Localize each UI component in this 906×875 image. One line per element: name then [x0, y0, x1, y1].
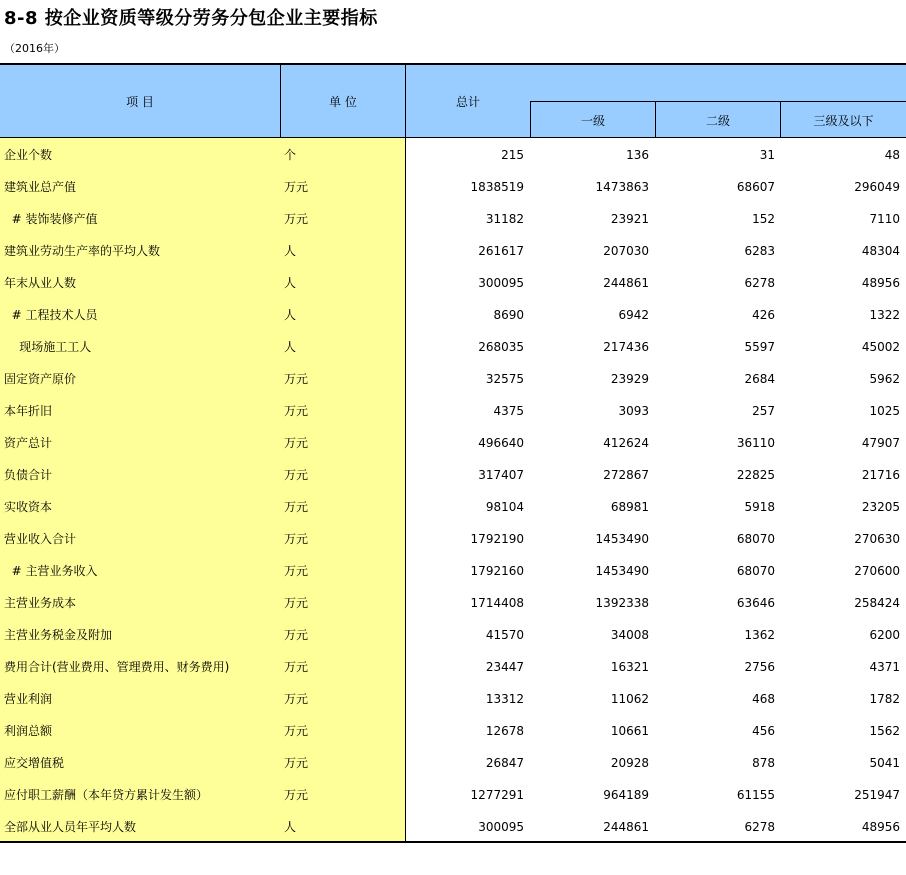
- row-unit: 万元: [284, 596, 309, 610]
- header-divider: [405, 65, 406, 138]
- row-item-label: 实收资本: [4, 500, 53, 514]
- row-item-label: 应交增值税: [4, 756, 65, 770]
- row-grade3-value: 270600: [854, 564, 900, 578]
- table-row: [0, 235, 906, 267]
- row-unit: 万元: [284, 212, 309, 226]
- row-grade1-value: 20928: [610, 756, 649, 770]
- row-grade1-value: 1392338: [595, 596, 649, 610]
- row-item-label: 营业收入合计: [4, 532, 77, 546]
- row-grade3-value: 1322: [869, 308, 900, 322]
- row-item-label: 建筑业总产值: [4, 180, 77, 194]
- header-divider: [280, 65, 281, 138]
- row-item-label: 建筑业劳动生产率的平均人数: [4, 244, 161, 258]
- row-total-value: 215: [501, 148, 524, 162]
- bottom-rule: [0, 841, 906, 843]
- row-grade1-value: 34008: [610, 628, 649, 642]
- row-item-label: 应付职工薪酬（本年贷方累计发生额）: [4, 788, 209, 802]
- row-grade3-value: 1782: [869, 692, 900, 706]
- row-item-label: 营业利润: [4, 692, 53, 706]
- row-item-label: 本年折旧: [4, 404, 53, 418]
- row-grade1-value: 1473863: [595, 180, 649, 194]
- row-unit: 人: [284, 244, 297, 258]
- row-grade3-value: 48956: [861, 820, 900, 834]
- table-row: [0, 427, 906, 459]
- row-grade2-value: 68607: [736, 180, 775, 194]
- row-grade1-value: 964189: [603, 788, 649, 802]
- row-grade1-value: 244861: [603, 276, 649, 290]
- row-grade3-value: 5962: [869, 372, 900, 386]
- row-grade3-value: 48956: [861, 276, 900, 290]
- row-total-value: 261617: [478, 244, 524, 258]
- header-subdivider: [530, 101, 906, 102]
- header-grade2: 二级: [705, 113, 730, 128]
- row-unit: 万元: [284, 788, 309, 802]
- header-total: 总计: [455, 95, 480, 109]
- row-unit: 万元: [284, 468, 309, 482]
- row-unit: 万元: [284, 404, 309, 418]
- row-grade2-value: 31: [759, 148, 775, 162]
- table-row: [0, 811, 906, 843]
- row-grade2-value: 2684: [744, 372, 775, 386]
- row-grade2-value: 36110: [736, 436, 775, 450]
- header-unit: 单 位: [329, 95, 357, 109]
- row-grade2-value: 61155: [736, 788, 775, 802]
- row-grade1-value: 207030: [603, 244, 649, 258]
- row-grade2-value: 152: [752, 212, 775, 226]
- row-grade1-value: 68981: [610, 500, 649, 514]
- row-grade2-value: 6278: [744, 276, 775, 290]
- row-grade1-value: 6942: [618, 308, 649, 322]
- table-row: [0, 555, 906, 587]
- table-row: [0, 683, 906, 715]
- row-total-value: 41570: [485, 628, 524, 642]
- row-unit: 万元: [284, 436, 309, 450]
- table-row: [0, 299, 906, 331]
- row-grade2-value: 5918: [744, 500, 775, 514]
- row-item-label: # 主营业务收入: [4, 564, 98, 578]
- header-divider: [530, 101, 531, 138]
- row-grade3-value: 258424: [854, 596, 900, 610]
- row-unit: 人: [284, 820, 297, 834]
- row-unit: 万元: [284, 564, 309, 578]
- row-grade2-value: 2756: [744, 660, 775, 674]
- row-total-value: 23447: [485, 660, 524, 674]
- row-grade3-value: 7110: [869, 212, 900, 226]
- row-grade1-value: 1453490: [595, 532, 649, 546]
- row-grade1-value: 10661: [610, 724, 649, 738]
- row-grade1-value: 23929: [610, 372, 649, 386]
- row-item-label: # 装饰装修产值: [4, 212, 98, 226]
- row-grade2-value: 68070: [736, 532, 775, 546]
- table-row: [0, 491, 906, 523]
- table-row: [0, 203, 906, 235]
- row-total-value: 1277291: [470, 788, 524, 802]
- row-item-label: 现场施工工人: [4, 340, 92, 354]
- table-row: [0, 523, 906, 555]
- row-unit: 万元: [284, 724, 309, 738]
- row-total-value: 1714408: [470, 596, 524, 610]
- row-grade3-value: 251947: [854, 788, 900, 802]
- row-grade3-value: 1025: [869, 404, 900, 418]
- table-row: [0, 747, 906, 779]
- row-item-label: 资产总计: [4, 436, 53, 450]
- row-total-value: 1838519: [470, 180, 524, 194]
- row-unit: 万元: [284, 660, 309, 674]
- row-item-label: 负债合计: [4, 468, 53, 482]
- row-grade3-value: 48: [884, 148, 900, 162]
- row-total-value: 496640: [478, 436, 524, 450]
- row-total-value: 12678: [485, 724, 524, 738]
- table-row: [0, 619, 906, 651]
- table-row: [0, 587, 906, 619]
- row-grade1-value: 244861: [603, 820, 649, 834]
- row-grade3-value: 23205: [861, 500, 900, 514]
- row-grade3-value: 296049: [854, 180, 900, 194]
- table-subtitle-year: （2016年）: [4, 42, 65, 55]
- row-grade3-value: 270630: [854, 532, 900, 546]
- row-grade1-value: 217436: [603, 340, 649, 354]
- row-item-label: 企业个数: [4, 148, 53, 162]
- row-unit: 人: [284, 340, 297, 354]
- header-divider: [655, 101, 656, 138]
- row-item-label: 主营业务税金及附加: [4, 628, 113, 642]
- row-total-value: 317407: [478, 468, 524, 482]
- table-row: [0, 715, 906, 747]
- row-unit: 个: [284, 148, 297, 162]
- row-grade2-value: 22825: [736, 468, 775, 482]
- table-row: [0, 779, 906, 811]
- row-total-value: 8690: [493, 308, 524, 322]
- row-unit: 万元: [284, 628, 309, 642]
- row-grade2-value: 63646: [736, 596, 775, 610]
- row-grade3-value: 6200: [869, 628, 900, 642]
- row-item-label: 主营业务成本: [4, 596, 77, 610]
- row-grade1-value: 1453490: [595, 564, 649, 578]
- row-unit: 万元: [284, 372, 309, 386]
- table-row: [0, 171, 906, 203]
- row-grade2-value: 6283: [744, 244, 775, 258]
- row-total-value: 1792190: [470, 532, 524, 546]
- row-item-label: # 工程技术人员: [4, 308, 98, 322]
- row-grade3-value: 21716: [861, 468, 900, 482]
- table-row: [0, 459, 906, 491]
- row-unit: 万元: [284, 500, 309, 514]
- header-grade3: 三级及以下: [813, 113, 874, 128]
- row-unit: 万元: [284, 532, 309, 546]
- row-total-value: 268035: [478, 340, 524, 354]
- row-grade3-value: 47907: [861, 436, 900, 450]
- header-divider: [780, 101, 781, 138]
- row-grade3-value: 48304: [861, 244, 900, 258]
- table-row: [0, 267, 906, 299]
- row-total-value: 31182: [485, 212, 524, 226]
- row-grade2-value: 1362: [744, 628, 775, 642]
- row-grade1-value: 272867: [603, 468, 649, 482]
- row-total-value: 13312: [485, 692, 524, 706]
- row-total-value: 32575: [485, 372, 524, 386]
- row-item-label: 费用合计(营业费用、管理费用、财务费用): [4, 660, 230, 674]
- table-row: [0, 395, 906, 427]
- table-row: [0, 363, 906, 395]
- row-item-label: 年末从业人数: [4, 276, 77, 290]
- row-grade2-value: 456: [752, 724, 775, 738]
- table-row: [0, 651, 906, 683]
- row-grade2-value: 257: [752, 404, 775, 418]
- row-total-value: 4375: [493, 404, 524, 418]
- row-grade2-value: 878: [752, 756, 775, 770]
- header-item: 项 目: [126, 95, 154, 109]
- row-grade1-value: 16321: [610, 660, 649, 674]
- row-total-value: 98104: [485, 500, 524, 514]
- row-grade3-value: 5041: [869, 756, 900, 770]
- row-item-label: 利润总额: [4, 724, 53, 738]
- row-total-value: 1792160: [470, 564, 524, 578]
- table-title: 8-8 按企业资质等级分劳务分包企业主要指标: [4, 8, 378, 29]
- row-grade3-value: 45002: [861, 340, 900, 354]
- row-item-label: 固定资产原价: [4, 372, 77, 386]
- row-grade2-value: 5597: [744, 340, 775, 354]
- row-grade2-value: 68070: [736, 564, 775, 578]
- table-header: [0, 65, 906, 138]
- row-grade1-value: 3093: [618, 404, 649, 418]
- row-unit: 万元: [284, 180, 309, 194]
- row-grade2-value: 426: [752, 308, 775, 322]
- row-total-value: 300095: [478, 820, 524, 834]
- row-grade2-value: 6278: [744, 820, 775, 834]
- row-unit: 人: [284, 308, 297, 322]
- row-unit: 人: [284, 276, 297, 290]
- row-grade1-value: 23921: [610, 212, 649, 226]
- row-total-value: 26847: [485, 756, 524, 770]
- header-grade1: 一级: [580, 113, 605, 128]
- table-row: [0, 331, 906, 363]
- table-row: [0, 139, 906, 171]
- row-grade2-value: 468: [752, 692, 775, 706]
- row-total-value: 300095: [478, 276, 524, 290]
- row-grade3-value: 1562: [869, 724, 900, 738]
- row-unit: 万元: [284, 692, 309, 706]
- row-grade1-value: 412624: [603, 436, 649, 450]
- row-grade1-value: 11062: [610, 692, 649, 706]
- row-unit: 万元: [284, 756, 309, 770]
- row-grade3-value: 4371: [869, 660, 900, 674]
- row-item-label: 全部从业人员年平均人数: [4, 820, 137, 834]
- row-grade1-value: 136: [626, 148, 649, 162]
